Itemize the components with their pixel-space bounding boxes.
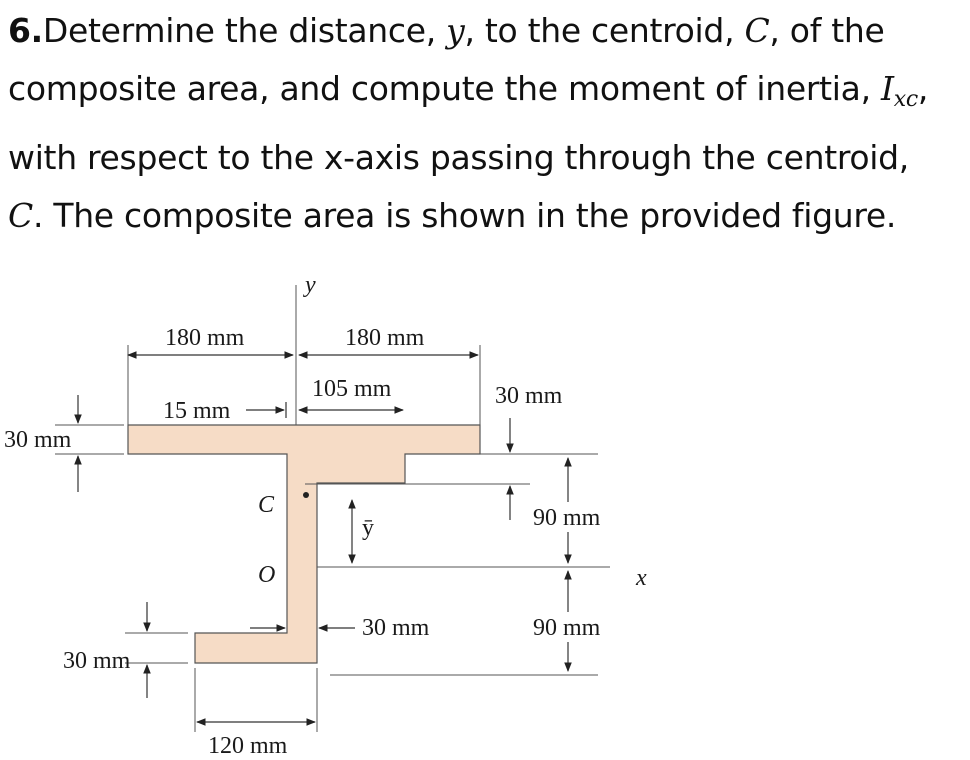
centroid-point [303, 492, 309, 498]
problem-line-1 [8, 2, 963, 60]
dim-15: 15 mm [163, 398, 231, 424]
x-axis-label: x [636, 565, 647, 591]
dim-right-180: 180 mm [345, 325, 425, 351]
problem-line-2 [8, 60, 963, 129]
text-fragment: , [917, 69, 929, 108]
math-variable-c: C [744, 11, 770, 50]
dim-30-top-left: 30 mm [4, 427, 72, 453]
problem-number: 6. [8, 11, 43, 50]
math-variable-y: y [446, 11, 465, 50]
text-fragment: , to the centroid, [464, 11, 745, 50]
composite-area-figure [0, 250, 970, 760]
dim-90-upper: 90 mm [533, 505, 601, 531]
math-variable-i: I [880, 69, 894, 108]
dim-30-web: 30 mm [362, 615, 430, 641]
dim-105: 105 mm [312, 376, 392, 402]
math-subscript-xc: xc [893, 87, 918, 112]
dim-left-180: 180 mm [165, 325, 245, 351]
centroid-label: C [258, 492, 275, 518]
text-fragment: , of the [769, 11, 885, 50]
problem-line-3: with respect to the x-axis passing through the centroid, [8, 138, 909, 177]
dim-120: 120 mm [208, 733, 288, 759]
origin-label: O [258, 562, 276, 588]
text-fragment: Determine the distance, [42, 11, 447, 50]
ybar-label: ȳ [362, 515, 374, 541]
y-axis-label: y [305, 272, 316, 298]
dim-30-bottom-left: 30 mm [63, 648, 131, 674]
problem-line-4 [8, 187, 963, 245]
text-fragment: composite area, and compute the moment of inertia, [8, 69, 881, 108]
problem-statement [8, 2, 963, 245]
dim-90-lower: 90 mm [533, 615, 601, 641]
dim-30-top-right: 30 mm [495, 383, 563, 409]
math-variable-c: C [8, 196, 33, 235]
text-fragment: . The composite area is shown in the provided figure. [32, 196, 897, 235]
